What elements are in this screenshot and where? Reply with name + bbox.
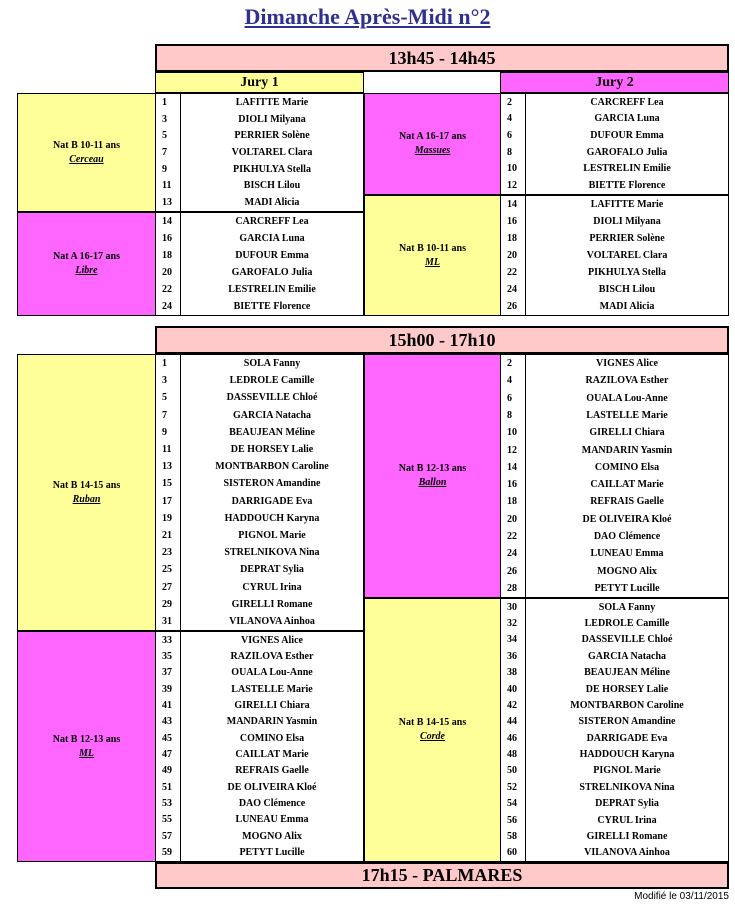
participant-list <box>155 354 364 631</box>
category-label: Nat B 14-15 ans <box>52 479 121 491</box>
participant-list <box>155 631 364 862</box>
participant-row <box>501 230 728 247</box>
category-nat-b-14-15-corde <box>364 598 501 862</box>
participant-row <box>156 458 363 475</box>
participant-row <box>156 230 363 247</box>
participant-number: 45 <box>156 730 181 746</box>
participant-number: 60 <box>501 845 526 861</box>
participant-number: 25 <box>156 561 181 578</box>
participant-row <box>501 796 728 812</box>
participant-row <box>156 779 363 795</box>
participant-name: COMINO Elsa <box>239 732 305 744</box>
participant-row <box>501 298 728 315</box>
participant-row <box>156 111 363 128</box>
participant-name: DASSEVILLE Chloé <box>226 392 318 404</box>
participant-row <box>156 493 363 510</box>
participant-number: 55 <box>156 812 181 828</box>
participant-number: 24 <box>501 545 526 562</box>
participant-number: 23 <box>156 544 181 561</box>
participant-row <box>501 441 728 458</box>
participant-number: 47 <box>156 746 181 762</box>
participant-name: PIKHULYA Stella <box>233 163 311 175</box>
participant-row <box>501 281 728 298</box>
participant-number: 22 <box>156 281 181 298</box>
participant-name: BISCH Lilou <box>243 180 301 192</box>
participant-number: 18 <box>156 247 181 264</box>
participant-name: DE HORSEY Lalie <box>585 683 669 695</box>
participant-row <box>156 828 363 844</box>
participant-number: 39 <box>156 681 181 697</box>
participant-name: BIETTE Florence <box>233 301 311 312</box>
participant-number: 7 <box>156 407 181 424</box>
participant-number: 14 <box>156 213 181 230</box>
participant-row <box>501 493 728 510</box>
participant-row <box>501 213 728 230</box>
participant-name: CARCREFF Lea <box>590 96 664 108</box>
participant-name: GARCIA Luna <box>239 233 305 244</box>
participant-name: LEDROLE Camille <box>229 375 315 387</box>
participant-row <box>156 475 363 492</box>
participant-number: 8 <box>501 407 526 424</box>
participant-name: DUFOUR Emma <box>235 250 309 261</box>
participant-row <box>156 213 363 230</box>
participant-name: VOLTAREL Clara <box>586 250 668 261</box>
participant-row <box>501 648 728 664</box>
participant-list <box>500 354 729 598</box>
participant-row <box>156 510 363 527</box>
participant-number: 24 <box>501 281 526 298</box>
participant-name: GARCIA Natacha <box>232 409 312 421</box>
participant-name: MANDARIN Yasmin <box>581 444 673 456</box>
participant-row <box>156 632 363 648</box>
participant-name: MOGNO Alix <box>597 565 657 577</box>
participant-name: VOLTAREL Clara <box>231 146 313 158</box>
category-label: Nat B 10-11 ans <box>399 242 466 254</box>
participant-name: CYRUL Irina <box>242 581 302 593</box>
category-label: Nat B 14-15 ans <box>398 717 467 728</box>
participant-number: 11 <box>156 441 181 458</box>
category-discipline: Libre <box>75 265 98 276</box>
participant-name: DIOLI Milyana <box>238 113 306 125</box>
participant-row <box>156 441 363 458</box>
participant-row <box>501 161 728 178</box>
participant-row <box>501 127 728 144</box>
participant-number: 4 <box>501 372 526 389</box>
participant-row <box>156 527 363 544</box>
participant-row <box>501 562 728 579</box>
participant-name: DUFOUR Emma <box>590 130 664 142</box>
participant-number: 33 <box>156 632 181 648</box>
participant-row <box>156 389 363 406</box>
participant-number: 3 <box>156 111 181 128</box>
participant-name: LESTRELIN Emilie <box>583 163 671 175</box>
participant-row <box>501 94 728 111</box>
participant-number: 9 <box>156 424 181 441</box>
participant-row <box>501 476 728 493</box>
participant-row <box>501 177 728 194</box>
participant-number: 8 <box>501 144 526 161</box>
participant-name: PIGNOL Marie <box>238 529 306 541</box>
participant-row <box>501 111 728 128</box>
participant-row <box>156 407 363 424</box>
participant-name: DE HORSEY Lalie <box>230 444 314 456</box>
participant-name: PIGNOL Marie <box>593 765 661 777</box>
participant-row <box>156 578 363 595</box>
participant-number: 38 <box>501 665 526 681</box>
participant-name: LUNEAU Emma <box>590 548 664 560</box>
participant-name: MONTBARBON Caroline <box>215 461 329 473</box>
participant-name: GAROFALO Julia <box>586 146 668 158</box>
participant-number: 34 <box>501 632 526 648</box>
participant-name: DEPRAT Sylia <box>240 564 304 576</box>
participant-number: 20 <box>501 511 526 528</box>
participant-row <box>156 161 363 178</box>
participant-row <box>501 730 728 746</box>
participant-name: DAO Clémence <box>238 798 306 810</box>
participant-number: 5 <box>156 389 181 406</box>
participant-name: MONTBARBON Caroline <box>570 699 684 711</box>
participant-name: BIETTE Florence <box>588 180 666 192</box>
category-nat-b-14-15-ruban <box>17 354 156 631</box>
participant-row <box>156 795 363 811</box>
participant-number: 56 <box>501 812 526 828</box>
participant-name: RAZILOVA Esther <box>230 651 314 663</box>
participant-name: STRELNIKOVA Nina <box>224 547 320 559</box>
participant-number: 52 <box>501 779 526 795</box>
page-title: Dimanche Après-Midi n°2 <box>244 4 491 29</box>
participant-row <box>501 247 728 264</box>
participant-row <box>501 599 728 615</box>
participant-number: 16 <box>156 230 181 247</box>
participant-row <box>501 746 728 762</box>
participant-number: 22 <box>501 528 526 545</box>
participant-number: 44 <box>501 714 526 730</box>
participant-number: 40 <box>501 681 526 697</box>
jury-2-header: Jury 2 <box>500 72 729 93</box>
participant-number: 12 <box>501 177 526 194</box>
participant-name: VIGNES Alice <box>596 358 658 370</box>
participant-name: MADI Alicia <box>244 197 300 209</box>
participant-name: GIRELLI Chiara <box>589 427 665 439</box>
participant-number: 1 <box>156 94 181 111</box>
category-label: Nat B 12-13 ans <box>52 733 121 745</box>
participant-row <box>501 845 728 861</box>
participant-name: DE OLIVEIRA Kloé <box>227 781 317 793</box>
category-discipline: Ballon <box>418 477 447 488</box>
jury-1-header: Jury 1 <box>155 72 364 93</box>
participant-row <box>156 714 363 730</box>
participant-number: 42 <box>501 697 526 713</box>
participant-number: 10 <box>501 424 526 441</box>
participant-number: 49 <box>156 763 181 779</box>
participant-row <box>501 390 728 407</box>
participant-name: SISTERON Amandine <box>223 478 321 490</box>
participant-row <box>156 247 363 264</box>
category-nat-b-10-11-ml <box>364 195 501 316</box>
participant-number: 29 <box>156 596 181 613</box>
participant-name: MANDARIN Yasmin <box>226 716 318 728</box>
participant-number: 1 <box>156 355 181 372</box>
participant-name: DE OLIVEIRA Kloé <box>582 513 672 525</box>
participant-number: 6 <box>501 127 526 144</box>
participant-row <box>156 424 363 441</box>
participant-name: BEAUJEAN Méline <box>584 667 670 679</box>
participant-number: 15 <box>156 475 181 492</box>
participant-number: 22 <box>501 264 526 281</box>
participant-row <box>156 746 363 762</box>
participant-number: 6 <box>501 390 526 407</box>
participant-row <box>156 178 363 195</box>
participant-name: HADDOUCH Karyna <box>224 512 320 524</box>
participant-number: 19 <box>156 510 181 527</box>
participant-number: 48 <box>501 746 526 762</box>
participant-row <box>501 511 728 528</box>
category-nat-b-10-11-cerceau <box>17 93 156 212</box>
participant-row <box>156 264 363 281</box>
participant-name: LAFITTE Marie <box>235 96 309 108</box>
participant-name: PERRIER Solène <box>234 130 310 142</box>
participant-number: 28 <box>501 580 526 597</box>
participant-name: DAO Clémence <box>593 530 661 542</box>
participant-number: 27 <box>156 578 181 595</box>
participant-row <box>156 355 363 372</box>
participant-row <box>156 127 363 144</box>
participant-list <box>155 93 364 212</box>
category-label: Nat B 12-13 ans <box>398 463 467 474</box>
participant-name: CAILLAT Marie <box>235 749 309 761</box>
participant-number: 5 <box>156 127 181 144</box>
participant-name: CYRUL Irina <box>597 814 657 826</box>
participant-name: CAILLAT Marie <box>590 479 664 491</box>
participant-number: 2 <box>501 355 526 372</box>
participant-name: VILANOVA Ainhoa <box>584 847 670 859</box>
participant-row <box>501 144 728 161</box>
category-discipline: Corde <box>420 731 445 742</box>
participant-name: BEAUJEAN Méline <box>229 426 315 438</box>
participant-name: LASTELLE Marie <box>586 409 668 421</box>
participant-name: SOLA Fanny <box>243 358 301 370</box>
participant-number: 20 <box>501 247 526 264</box>
participant-row <box>501 812 728 828</box>
participant-number: 59 <box>156 844 181 860</box>
participant-name: COMINO Elsa <box>594 461 660 473</box>
participant-name: GIRELLI Chiara <box>234 700 310 712</box>
participant-number: 4 <box>501 111 526 128</box>
participant-name: GIRELLI Romane <box>231 598 313 610</box>
participant-name: GARCIA Luna <box>594 113 660 125</box>
participant-row <box>501 681 728 697</box>
participant-name: SOLA Fanny <box>598 601 656 613</box>
participant-number: 7 <box>156 144 181 161</box>
participant-number: 13 <box>156 458 181 475</box>
participant-number: 35 <box>156 648 181 664</box>
participant-row <box>156 681 363 697</box>
participant-name: GIRELLI Romane <box>586 830 668 842</box>
session-1-time-band: 13h45 - 14h45 <box>155 44 729 72</box>
participant-row <box>501 615 728 631</box>
participant-row <box>501 665 728 681</box>
participant-name: PETYT Lucille <box>239 847 305 859</box>
participant-name: DEPRAT Sylia <box>595 798 659 810</box>
participant-row <box>156 596 363 613</box>
session-2-time-band: 15h00 - 17h10 <box>155 326 729 354</box>
participant-number: 26 <box>501 562 526 579</box>
participant-number: 50 <box>501 763 526 779</box>
participant-row <box>501 697 728 713</box>
participant-row <box>156 648 363 664</box>
participant-number: 31 <box>156 613 181 630</box>
participant-number: 11 <box>156 178 181 195</box>
category-discipline: Cerceau <box>69 153 104 165</box>
participant-row <box>501 714 728 730</box>
participant-name: LAFITTE Marie <box>590 199 664 210</box>
category-discipline: Ruban <box>72 493 101 505</box>
participant-number: 57 <box>156 828 181 844</box>
participant-row <box>156 298 363 315</box>
participant-number: 14 <box>501 196 526 213</box>
participant-number: 41 <box>156 697 181 713</box>
participant-number: 18 <box>501 493 526 510</box>
participant-row <box>156 730 363 746</box>
palmares-band: 17h15 - PALMARES <box>155 862 729 889</box>
participant-name: MADI Alicia <box>599 301 655 312</box>
participant-row <box>156 281 363 298</box>
participant-number: 37 <box>156 665 181 681</box>
participant-row <box>156 372 363 389</box>
participant-row <box>501 763 728 779</box>
participant-list <box>500 93 729 195</box>
participant-number: 10 <box>501 161 526 178</box>
participant-name: SISTERON Amandine <box>578 716 676 728</box>
participant-number: 51 <box>156 779 181 795</box>
participant-number: 32 <box>501 615 526 631</box>
participant-row <box>156 194 363 211</box>
participant-number: 2 <box>501 94 526 111</box>
participant-number: 24 <box>156 298 181 315</box>
participant-name: REFRAIS Gaelle <box>590 496 664 508</box>
participant-row <box>501 355 728 372</box>
participant-name: DARRIGADE Eva <box>231 495 313 507</box>
participant-row <box>501 779 728 795</box>
participant-row <box>501 459 728 476</box>
participant-row <box>156 613 363 630</box>
participant-number: 21 <box>156 527 181 544</box>
participant-row <box>156 94 363 111</box>
participant-row <box>501 264 728 281</box>
participant-number: 14 <box>501 459 526 476</box>
participant-name: CARCREFF Lea <box>235 216 309 227</box>
participant-name: GARCIA Natacha <box>587 650 667 662</box>
participant-name: VILANOVA Ainhoa <box>229 615 315 627</box>
participant-row <box>156 144 363 161</box>
participant-row <box>156 812 363 828</box>
participant-name: RAZILOVA Esther <box>585 375 669 387</box>
modified-date: Modifié le 03/11/2015 <box>634 891 729 902</box>
participant-row <box>156 763 363 779</box>
participant-number: 54 <box>501 796 526 812</box>
participant-number: 53 <box>156 795 181 811</box>
participant-name: HADDOUCH Karyna <box>579 749 675 761</box>
participant-row <box>501 580 728 597</box>
participant-row <box>501 528 728 545</box>
participant-row <box>501 372 728 389</box>
category-discipline: Massues <box>414 145 451 156</box>
category-nat-b-12-13-ballon <box>364 354 501 598</box>
participant-name: MOGNO Alix <box>242 830 302 842</box>
participant-number: 12 <box>501 441 526 458</box>
participant-name: LUNEAU Emma <box>235 814 309 826</box>
category-nat-b-12-13-ml <box>17 631 156 862</box>
participant-name: PIKHULYA Stella <box>588 267 666 278</box>
participant-name: LESTRELIN Emilie <box>228 284 316 295</box>
category-label: Nat A 16-17 ans <box>53 251 120 262</box>
participant-row <box>156 544 363 561</box>
participant-name: PETYT Lucille <box>594 582 660 594</box>
participant-list <box>500 195 729 316</box>
participant-row <box>501 828 728 844</box>
participant-number: 9 <box>156 161 181 178</box>
category-discipline: ML <box>79 747 94 759</box>
participant-number: 36 <box>501 648 526 664</box>
participant-name: DASSEVILLE Chloé <box>581 634 673 646</box>
participant-name: PERRIER Solène <box>589 233 665 244</box>
participant-number: 58 <box>501 828 526 844</box>
participant-row <box>501 196 728 213</box>
participant-number: 46 <box>501 730 526 746</box>
category-label: Nat A 16-17 ans <box>399 131 466 142</box>
participant-number: 3 <box>156 372 181 389</box>
participant-row <box>501 632 728 648</box>
participant-row <box>156 561 363 578</box>
participant-name: GAROFALO Julia <box>231 267 313 278</box>
participant-name: VIGNES Alice <box>241 634 303 646</box>
participant-number: 13 <box>156 194 181 211</box>
participant-number: 30 <box>501 599 526 615</box>
participant-name: OUALA Lou-Anne <box>586 392 668 404</box>
participant-name: LASTELLE Marie <box>231 683 313 695</box>
participant-row <box>156 665 363 681</box>
participant-list <box>155 212 364 316</box>
participant-number: 16 <box>501 213 526 230</box>
participant-name: REFRAIS Gaelle <box>235 765 309 777</box>
participant-name: DARRIGADE Eva <box>586 732 668 744</box>
participant-number: 20 <box>156 264 181 281</box>
participant-name: OUALA Lou-Anne <box>231 667 313 679</box>
category-nat-a-16-17-massues <box>364 93 501 195</box>
category-discipline: ML <box>425 256 440 268</box>
participant-number: 26 <box>501 298 526 315</box>
category-nat-a-16-17-libre <box>17 212 156 316</box>
participant-name: DIOLI Milyana <box>593 216 661 227</box>
participant-number: 43 <box>156 714 181 730</box>
participant-row <box>156 697 363 713</box>
participant-number: 17 <box>156 493 181 510</box>
participant-row <box>501 424 728 441</box>
participant-number: 18 <box>501 230 526 247</box>
participant-number: 16 <box>501 476 526 493</box>
category-label: Nat B 10-11 ans <box>53 139 120 151</box>
participant-row <box>501 545 728 562</box>
participant-name: LEDROLE Camille <box>584 618 670 630</box>
participant-row <box>501 407 728 424</box>
participant-row <box>156 844 363 860</box>
participant-name: STRELNIKOVA Nina <box>579 781 675 793</box>
participant-list <box>500 598 729 862</box>
participant-name: BISCH Lilou <box>598 284 656 295</box>
